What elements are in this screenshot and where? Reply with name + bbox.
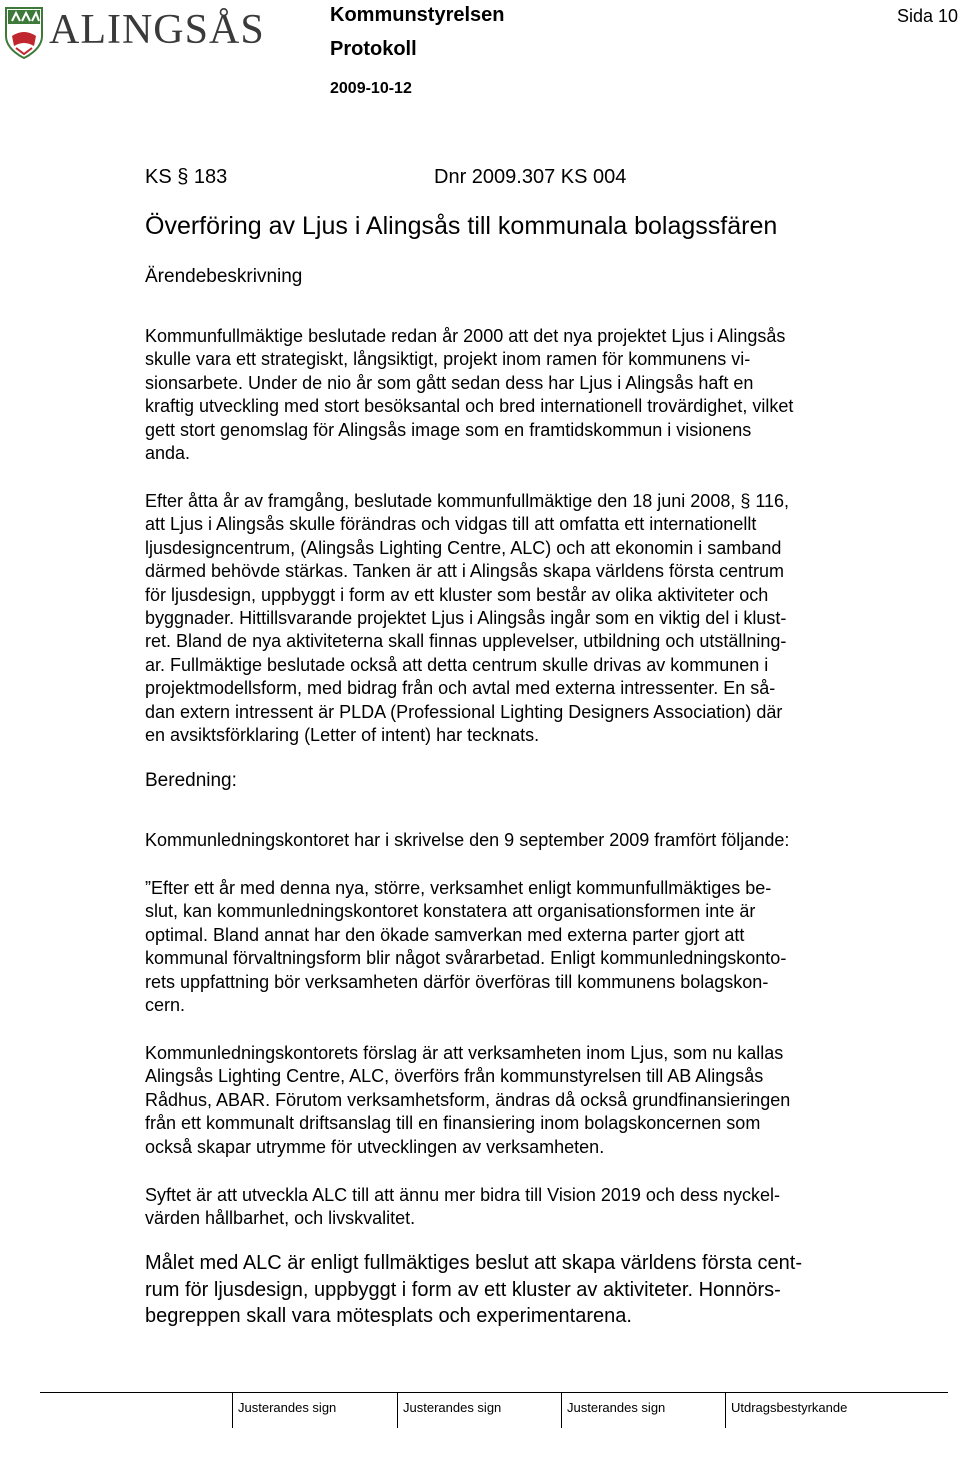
footer-column-divider (725, 1392, 726, 1428)
text-line: Rådhus, ABAR. Förutom verksamhetsform, ändras då också grundfinansieringen (145, 1089, 791, 1110)
text-line: Kommunfullmäktige beslutade redan år 2000 att det nya projektet Ljus i Alingsås (145, 326, 786, 346)
text-line: begreppen skall vara mötesplats och experimentarena. (145, 1305, 632, 1327)
text-line: också skapar utrymme för utvecklingen av verksamheten. (145, 1136, 605, 1157)
footer-column-divider (397, 1392, 398, 1428)
text-line: dan extern intressent är PLDA (Professional Lighting Designers Association) där (145, 701, 783, 722)
text-line: ret. Bland de nya aktiviteterna skall finnas upplevelser, utbildning och utställning- (145, 631, 787, 652)
text-line: värden hållbarhet, och livskvalitet. (145, 1208, 416, 1229)
text-line: från ett kommunalt driftsanslag till en finansiering inom bolagskoncernen som (145, 1113, 761, 1134)
text-line: ”Efter ett år med denna nya, större, verksamhet enligt kommunfullmäktiges be- (145, 878, 772, 898)
page-number: Sida 10 (897, 6, 959, 26)
text-line: anda. (145, 443, 191, 464)
coat-of-arms-icon (4, 6, 44, 60)
case-title: Överföring av Ljus i Alingsås till kommunala bolagssfären (145, 212, 778, 240)
text-line: för ljusdesign, uppbyggt i form av ett kluster som består av olika aktiviteter och (145, 584, 769, 605)
text-line: skulle vara ett strategiskt, långsiktigt, projekt inom ramen för kommunens vi- (145, 349, 751, 370)
text-line: kommunal förvaltningsform blir något svårarbetad. Enligt kommunledningskonto- (145, 948, 787, 969)
diary-number: Dnr 2009.307 KS 004 (434, 166, 627, 188)
paragraph-7 (145, 1250, 905, 1330)
footer-column-divider (561, 1392, 562, 1428)
text-line: en avsiktsförklaring (Letter of intent) har tecknats. (145, 725, 540, 746)
text-line: cern. (145, 995, 186, 1016)
municipality-logo (4, 4, 264, 62)
text-line: kraftig utveckling med stort besöksantal och bred internationell trovärdighet, vilket (145, 396, 794, 417)
text-line: projektmodellsform, med bidrag från och avtal med externa intressenter. En så- (145, 678, 776, 699)
footer-sign-1: Justerandes sign (238, 1400, 337, 1415)
text-line: byggnader. Hittillsvarande projektet Ljus i Alingsås ingår som en viktig del i klust- (145, 608, 787, 629)
text-line: Efter åtta år av framgång, beslutade kommunfullmäktige den 18 juni 2008, § 116, (145, 491, 790, 511)
document-date: 2009-10-12 (330, 80, 412, 97)
paragraph-5 (145, 1042, 885, 1159)
text-line: ar. Fullmäktige beslutade också att detta centrum skulle drivas av kommunen i (145, 654, 769, 675)
text-line: sionsarbete. Under de nio år som gått sedan dess har Ljus i Alingsås haft en (145, 372, 754, 393)
text-line: att Ljus i Alingsås skulle förändras och vidgas till att omfatta ett internationellt (145, 514, 757, 535)
footer-sign-3: Justerandes sign (567, 1400, 666, 1415)
text-line: Alingsås Lighting Centre, ALC, överförs från kommunstyrelsen till AB Alingsås (145, 1066, 764, 1087)
text-line: därmed behövde stärkas. Tanken är att i Alingsås skapa världens första centrum (145, 561, 785, 582)
section-heading-arendebeskrivning: Ärendebeskrivning (145, 266, 303, 287)
paragraph-1 (145, 325, 885, 465)
logo-text: ALINGSÅS (49, 7, 265, 53)
document-subtype: Protokoll (330, 38, 417, 60)
paragraph-3 (145, 829, 885, 852)
footer-column-divider (232, 1392, 233, 1428)
document-type: Kommunstyrelsen (330, 4, 505, 26)
text-line: slut, kan kommunledningskontoret konstatera att organisationsformen inte är (145, 901, 756, 922)
section-heading-beredning: Beredning: (145, 770, 237, 791)
paragraph-6 (145, 1184, 885, 1231)
footer-extract-certification: Utdragsbestyrkande (731, 1400, 848, 1415)
text-line: optimal. Bland annat har den ökade samverkan med externa parter gjort att (145, 924, 745, 945)
footer-divider (40, 1392, 948, 1393)
text-line: ljusdesigncentrum, (Alingsås Lighting Centre, ALC) och att ekonomin i samband (145, 537, 782, 558)
paragraph-quote (145, 877, 885, 1017)
text-line: Kommunledningskontorets förslag är att verksamheten inom Ljus, som nu kallas (145, 1043, 784, 1063)
text-line: rum för ljusdesign, uppbyggt i form av ett kluster av aktiviteter. Honnörs- (145, 1278, 781, 1301)
text-line: Kommunledningskontoret har i skrivelse den 9 september 2009 framfört följande: (145, 830, 790, 850)
footer-sign-2: Justerandes sign (403, 1400, 502, 1415)
case-number: KS § 183 (145, 166, 228, 188)
text-line: Målet med ALC är enligt fullmäktiges beslut att skapa världens första cent- (145, 1252, 802, 1274)
text-line: gett stort genomslag för Alingsås image som en framtidskommun i visionens (145, 419, 752, 440)
paragraph-2 (145, 490, 885, 747)
text-line: Syftet är att utveckla ALC till att ännu mer bidra till Vision 2019 och dess nyckel- (145, 1185, 780, 1205)
text-line: rets uppfattning bör verksamheten därför överföras till kommunens bolagskon- (145, 971, 769, 992)
